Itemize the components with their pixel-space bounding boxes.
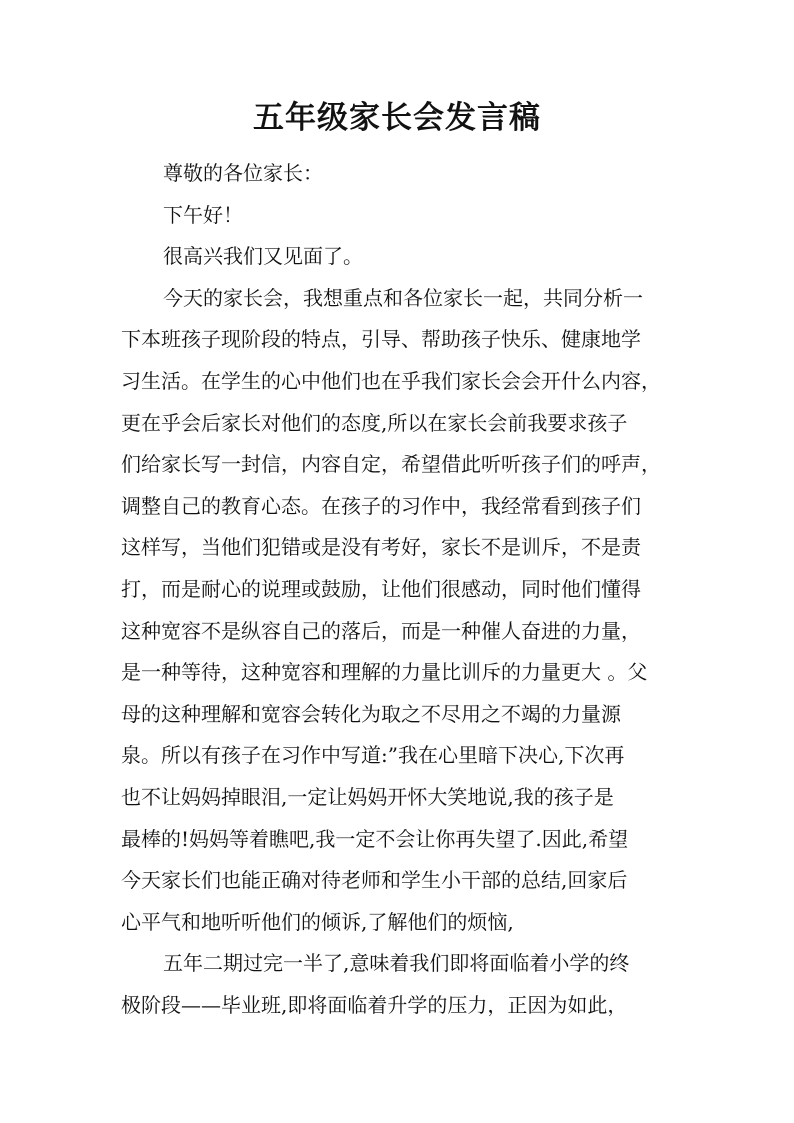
paragraph-line: 泉。所以有孩子在习作中写道:”我在心里暗下决心,下次再 (121, 743, 625, 768)
salutation: 尊敬的各位家长： (163, 161, 323, 185)
paragraph-line: 们给家长写一封信，内容自定，希望借此听听孩子们的呼声， (121, 452, 661, 477)
paragraph-line: 最棒的!妈妈等着瞧吧,我一定不会让你再失望了.因此,希望 (121, 826, 629, 851)
paragraph-line: 今天家长们也能正确对待老师和学生小干部的总结,回家后 (121, 868, 628, 893)
document-body (121, 153, 673, 1026)
paragraph-line: 也不让妈妈掉眼泪,一定让妈妈开怀大笑地说,我的孩子是 (121, 784, 614, 809)
paragraph-line: 这样写，当他们犯错或是没有考好，家长不是训斥，不是责 (121, 535, 641, 560)
paragraph-line: 打，而是耐心的说理或鼓励，让他们很感动，同时他们懂得 (121, 576, 641, 601)
paragraph-line: 今天的家长会，我想重点和各位家长一起，共同分析一 (163, 285, 643, 310)
opening-sentence: 很高兴我们又见面了。 (163, 244, 363, 269)
paragraph-line: 是一种等待，这种宽容和理解的力量比训斥的力量更大 。父 (121, 660, 648, 685)
paragraph-line: 下本班孩子现阶段的特点，引导、帮助孩子快乐、健康地学 (121, 327, 641, 352)
paragraph-line: 极阶段——毕业班,即将面临着升学的压力，正因为如此， (121, 992, 628, 1017)
paragraph-line: 五年二期过完一半了,意味着我们即将面临着小学的终 (163, 951, 630, 976)
paragraph-line: 这种宽容不是纵容自己的落后，而是一种催人奋进的力量， (121, 618, 641, 643)
paragraph-line: 母的这种理解和宽容会转化为取之不尽用之不竭的力量源 (121, 701, 621, 726)
paragraph-line: 更在乎会后家长对他们的态度,所以在家长会前我要求孩子 (121, 410, 628, 435)
paragraph-line: 调整自己的教育心态。在孩子的习作中，我经常看到孩子们 (121, 493, 641, 518)
paragraph-line: 心平气和地听听他们的倾诉,了解他们的烦恼, (121, 909, 514, 934)
paragraph-line: 习生活。在学生的心中他们也在乎我们家长会会开什么内容， (121, 368, 661, 393)
greeting: 下午好！ (163, 202, 243, 227)
document-title: 五年级家长会发言稿 (253, 100, 541, 136)
